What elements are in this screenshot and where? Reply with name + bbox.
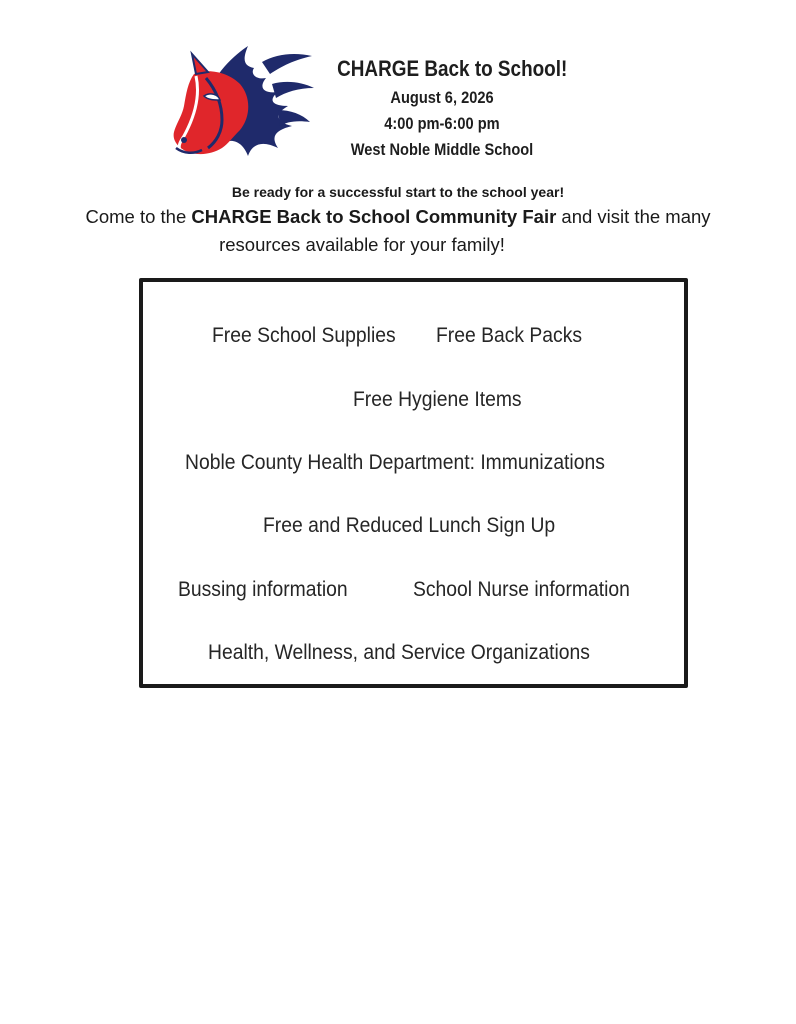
resource-nurse-info: School Nurse information	[413, 578, 630, 601]
resource-lunch-sign-up: Free and Reduced Lunch Sign Up	[263, 514, 556, 537]
event-date: August 6, 2026	[390, 88, 494, 107]
invite-prefix: Come to the	[85, 206, 192, 227]
event-title: CHARGE Back to School!	[337, 56, 568, 81]
invite-fair-name: CHARGE Back to School Community Fair	[191, 206, 557, 227]
invite-suffix: and visit the many	[556, 206, 711, 227]
event-time: 4:00 pm-6:00 pm	[384, 114, 500, 133]
tagline: Be ready for a successful start to the school year!	[231, 184, 565, 200]
invite-line-1	[0, 206, 796, 228]
event-location: West Noble Middle School	[350, 140, 534, 159]
resource-immunizations: Noble County Health Department: Immunizations	[185, 451, 605, 474]
resource-hygiene-items: Free Hygiene Items	[353, 388, 522, 411]
resource-bussing-info: Bussing information	[178, 578, 348, 601]
resource-back-packs: Free Back Packs	[436, 324, 583, 347]
resource-organizations: Health, Wellness, and Service Organizations	[208, 641, 590, 664]
resource-school-supplies: Free School Supplies	[212, 324, 396, 347]
mustang-logo-icon	[166, 44, 316, 166]
invite-line-2: resources available for your family!	[219, 234, 505, 255]
